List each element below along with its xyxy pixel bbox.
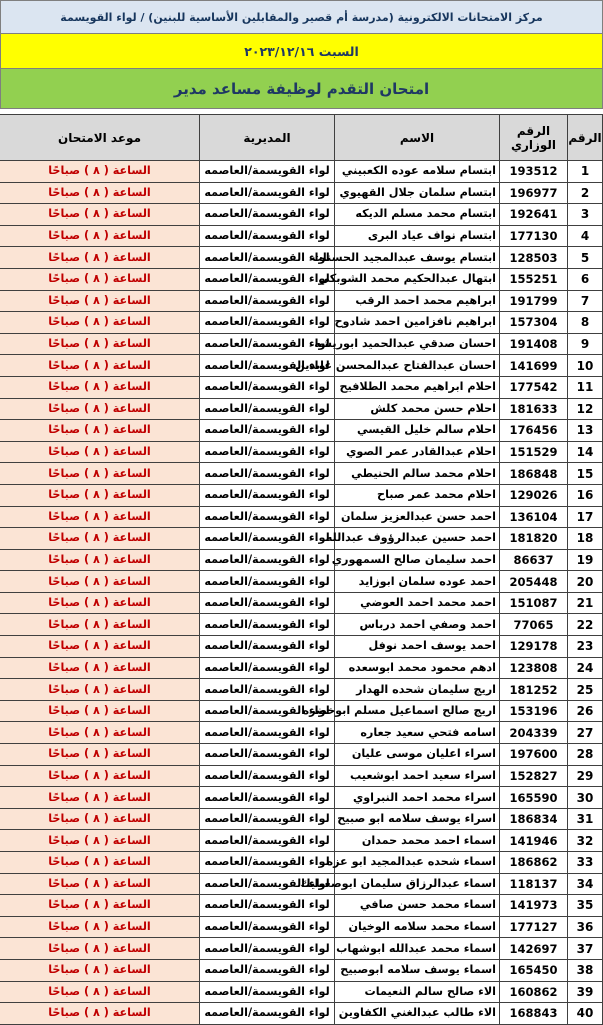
table-row xyxy=(0,484,603,506)
exam-time: الساعة ( ٨ ) صباحًا xyxy=(0,830,200,852)
ministerial-number: 141973 xyxy=(500,895,568,917)
candidate-name: اسماء محمد سلامه الوخيان xyxy=(335,916,500,938)
table-row xyxy=(0,938,603,960)
row-number: 34 xyxy=(568,873,603,895)
candidate-name: احلام حسن محمد كلش xyxy=(335,398,500,420)
ministerial-number: 151529 xyxy=(500,441,568,463)
candidate-name: اريج سليمان شحده الهدار xyxy=(335,679,500,701)
row-number: 22 xyxy=(568,614,603,636)
table-row xyxy=(0,765,603,787)
table-row xyxy=(0,182,603,204)
exam-time: الساعة ( ٨ ) صباحًا xyxy=(0,981,200,1003)
row-number: 2 xyxy=(568,182,603,204)
exam-time: الساعة ( ٨ ) صباحًا xyxy=(0,679,200,701)
row-number: 19 xyxy=(568,549,603,571)
directorate: لواء القويسمة/العاصمه xyxy=(200,1003,335,1025)
candidate-name: اسماء عبدالرزاق سليمان ابوصعيليك xyxy=(335,873,500,895)
candidate-name: ابتسام سلمان جلال القهيوي xyxy=(335,182,500,204)
directorate: لواء القويسمة/العاصمه xyxy=(200,225,335,247)
exam-time: الساعة ( ٨ ) صباحًا xyxy=(0,938,200,960)
row-number: 33 xyxy=(568,852,603,874)
table-row xyxy=(0,981,603,1003)
ministerial-number: 205448 xyxy=(500,571,568,593)
ministerial-number: 186834 xyxy=(500,808,568,830)
directorate: لواء القويسمة/العاصمه xyxy=(200,484,335,506)
directorate: لواء القويسمة/العاصمه xyxy=(200,528,335,550)
ministerial-number: 153196 xyxy=(500,700,568,722)
table-row xyxy=(0,744,603,766)
exam-time: الساعة ( ٨ ) صباحًا xyxy=(0,916,200,938)
row-number: 13 xyxy=(568,420,603,442)
exam-time: الساعة ( ٨ ) صباحًا xyxy=(0,225,200,247)
candidate-name: ابتسام يوسف عبدالمجيد الحسنات xyxy=(335,247,500,269)
directorate: لواء القويسمة/العاصمه xyxy=(200,959,335,981)
exam-time: الساعة ( ٨ ) صباحًا xyxy=(0,355,200,377)
ministerial-number: 191799 xyxy=(500,290,568,312)
ministerial-number: 151087 xyxy=(500,592,568,614)
table-row xyxy=(0,679,603,701)
row-number: 35 xyxy=(568,895,603,917)
col-header-nid: الرقم الوزاري xyxy=(500,115,568,161)
candidate-name: احلام عبدالقادر عمر الصوي xyxy=(335,441,500,463)
directorate: لواء القويسمة/العاصمه xyxy=(200,765,335,787)
row-number: 5 xyxy=(568,247,603,269)
row-number: 3 xyxy=(568,204,603,226)
row-number: 18 xyxy=(568,528,603,550)
row-number: 23 xyxy=(568,636,603,658)
row-number: 30 xyxy=(568,787,603,809)
ministerial-number: 181820 xyxy=(500,528,568,550)
table-row xyxy=(0,463,603,485)
table-row xyxy=(0,528,603,550)
ministerial-number: 86637 xyxy=(500,549,568,571)
row-number: 14 xyxy=(568,441,603,463)
ministerial-number: 186848 xyxy=(500,463,568,485)
directorate: لواء القويسمة/العاصمه xyxy=(200,938,335,960)
candidate-name: اريج صالح اسماعيل مسلم ابوخضره xyxy=(335,700,500,722)
table-row xyxy=(0,355,603,377)
exam-time: الساعة ( ٨ ) صباحًا xyxy=(0,290,200,312)
table-row xyxy=(0,161,603,183)
candidate-name: احمد سليمان صالح السمهوري xyxy=(335,549,500,571)
directorate: لواء القويسمة/العاصمه xyxy=(200,592,335,614)
table-row xyxy=(0,787,603,809)
table-row xyxy=(0,549,603,571)
candidate-name: احمد حسن عبدالعزيز سلمان xyxy=(335,506,500,528)
row-number: 25 xyxy=(568,679,603,701)
row-number: 32 xyxy=(568,830,603,852)
exam-time: الساعة ( ٨ ) صباحًا xyxy=(0,571,200,593)
table-row xyxy=(0,808,603,830)
directorate: لواء القويسمة/العاصمه xyxy=(200,290,335,312)
candidate-name: احمد محمد احمد العوضي xyxy=(335,592,500,614)
table-row xyxy=(0,506,603,528)
exam-time: الساعة ( ٨ ) صباحًا xyxy=(0,592,200,614)
directorate: لواء القويسمة/العاصمه xyxy=(200,333,335,355)
directorate: لواء القويسمة/العاصمه xyxy=(200,830,335,852)
table-row xyxy=(0,592,603,614)
table-row xyxy=(0,333,603,355)
ministerial-number: 197600 xyxy=(500,744,568,766)
ministerial-number: 186862 xyxy=(500,852,568,874)
ministerial-number: 128503 xyxy=(500,247,568,269)
exam-time: الساعة ( ٨ ) صباحًا xyxy=(0,722,200,744)
ministerial-number: 177130 xyxy=(500,225,568,247)
exam-time: الساعة ( ٨ ) صباحًا xyxy=(0,549,200,571)
candidate-name: اسراء يوسف سلامه ابو صبيح xyxy=(335,808,500,830)
exam-time: الساعة ( ٨ ) صباحًا xyxy=(0,268,200,290)
row-number: 28 xyxy=(568,744,603,766)
table-row xyxy=(0,312,603,334)
directorate: لواء القويسمة/العاصمه xyxy=(200,161,335,183)
directorate: لواء القويسمة/العاصمه xyxy=(200,549,335,571)
ministerial-number: 129178 xyxy=(500,636,568,658)
row-number: 39 xyxy=(568,981,603,1003)
candidate-name: اسماء يوسف سلامه ابوصبيح xyxy=(335,959,500,981)
candidate-name: اسماء شحده عبدالمجيد ابو عزه xyxy=(335,852,500,874)
table-row xyxy=(0,441,603,463)
ministerial-number: 123808 xyxy=(500,657,568,679)
candidate-name: احلام محمد سالم الحنيطي xyxy=(335,463,500,485)
candidate-name: اسراء اعليان موسى عليان xyxy=(335,744,500,766)
ministerial-number: 165450 xyxy=(500,959,568,981)
row-number: 6 xyxy=(568,268,603,290)
candidate-name: الاء صالح سالم النعيمات xyxy=(335,981,500,1003)
candidate-name: احمد عوده سلمان ابوزايد xyxy=(335,571,500,593)
exam-time: الساعة ( ٨ ) صباحًا xyxy=(0,528,200,550)
row-number: 29 xyxy=(568,765,603,787)
exam-time: الساعة ( ٨ ) صباحًا xyxy=(0,873,200,895)
directorate: لواء القويسمة/العاصمه xyxy=(200,700,335,722)
table-row xyxy=(0,722,603,744)
exam-time: الساعة ( ٨ ) صباحًا xyxy=(0,398,200,420)
directorate: لواء القويسمة/العاصمه xyxy=(200,376,335,398)
row-number: 24 xyxy=(568,657,603,679)
exam-time: الساعة ( ٨ ) صباحًا xyxy=(0,808,200,830)
directorate: لواء القويسمة/العاصمه xyxy=(200,571,335,593)
exam-time: الساعة ( ٨ ) صباحًا xyxy=(0,959,200,981)
col-header-time: موعد الامتحان xyxy=(0,115,200,161)
row-number: 26 xyxy=(568,700,603,722)
table-header-row xyxy=(0,115,603,161)
candidate-name: ابراهيم محمد احمد الرقب xyxy=(335,290,500,312)
candidate-name: اسراء محمد احمد النبراوي xyxy=(335,787,500,809)
table-row xyxy=(0,959,603,981)
exam-time: الساعة ( ٨ ) صباحًا xyxy=(0,657,200,679)
row-number: 37 xyxy=(568,938,603,960)
exam-time: الساعة ( ٨ ) صباحًا xyxy=(0,376,200,398)
ministerial-number: 118137 xyxy=(500,873,568,895)
ministerial-number: 192641 xyxy=(500,204,568,226)
directorate: لواء القويسمة/العاصمه xyxy=(200,441,335,463)
candidate-name: ابتسام محمد مسلم الديكه xyxy=(335,204,500,226)
table-row xyxy=(0,614,603,636)
table-row xyxy=(0,700,603,722)
row-number: 31 xyxy=(568,808,603,830)
directorate: لواء القويسمة/العاصمه xyxy=(200,679,335,701)
row-number: 16 xyxy=(568,484,603,506)
row-number: 12 xyxy=(568,398,603,420)
table-row xyxy=(0,873,603,895)
directorate: لواء القويسمة/العاصمه xyxy=(200,182,335,204)
table-row xyxy=(0,895,603,917)
directorate: لواء القويسمة/العاصمه xyxy=(200,744,335,766)
candidate-name: احسان صدقي عبدالحميد ابوريشه xyxy=(335,333,500,355)
candidate-name: احمد وصفي احمد درباس xyxy=(335,614,500,636)
ministerial-number: 77065 xyxy=(500,614,568,636)
candidate-name: اسامه فتحي سعيد جعاره xyxy=(335,722,500,744)
exam-time: الساعة ( ٨ ) صباحًا xyxy=(0,463,200,485)
exam-time: الساعة ( ٨ ) صباحًا xyxy=(0,787,200,809)
exam-time: الساعة ( ٨ ) صباحًا xyxy=(0,247,200,269)
table-row xyxy=(0,852,603,874)
candidate-name: ابتهال عبدالحكيم محمد الشوبكي xyxy=(335,268,500,290)
exam-time: الساعة ( ٨ ) صباحًا xyxy=(0,161,200,183)
directorate: لواء القويسمة/العاصمه xyxy=(200,916,335,938)
exam-time: الساعة ( ٨ ) صباحًا xyxy=(0,1003,200,1025)
candidate-name: اسماء محمد حسن صافي xyxy=(335,895,500,917)
ministerial-number: 193512 xyxy=(500,161,568,183)
table-row xyxy=(0,204,603,226)
candidate-name: احلام محمد عمر صباح xyxy=(335,484,500,506)
row-number: 8 xyxy=(568,312,603,334)
exam-time: الساعة ( ٨ ) صباحًا xyxy=(0,420,200,442)
directorate: لواء القويسمة/العاصمه xyxy=(200,722,335,744)
directorate: لواء القويسمة/العاصمه xyxy=(200,420,335,442)
directorate: لواء القويسمة/العاصمه xyxy=(200,873,335,895)
candidate-name: ابتسام سلامه عوده الكعبيني xyxy=(335,161,500,183)
center-title: مركز الامتحانات الالكترونية (مدرسة أم قصير والمقابلين الأساسية للبنين) / لواء القويسمة xyxy=(0,0,603,34)
row-number: 38 xyxy=(568,959,603,981)
ministerial-number: 177542 xyxy=(500,376,568,398)
table-row xyxy=(0,571,603,593)
table-row xyxy=(0,420,603,442)
ministerial-number: 136104 xyxy=(500,506,568,528)
table-row xyxy=(0,636,603,658)
candidate-name: احمد يوسف احمد نوفل xyxy=(335,636,500,658)
exam-date: السبت ٢٠٢٣/١٢/١٦ xyxy=(0,34,603,69)
row-number: 9 xyxy=(568,333,603,355)
candidate-name: اسراء سعيد احمد ابوشعيب xyxy=(335,765,500,787)
col-header-num: الرقم xyxy=(568,115,603,161)
directorate: لواء القويسمة/العاصمه xyxy=(200,636,335,658)
row-number: 21 xyxy=(568,592,603,614)
ministerial-number: 177127 xyxy=(500,916,568,938)
exam-title: امتحان التقدم لوظيفة مساعد مدير xyxy=(0,69,603,109)
directorate: لواء القويسمة/العاصمه xyxy=(200,463,335,485)
directorate: لواء القويسمة/العاصمه xyxy=(200,355,335,377)
table-row xyxy=(0,916,603,938)
directorate: لواء القويسمة/العاصمه xyxy=(200,398,335,420)
table-row xyxy=(0,376,603,398)
ministerial-number: 204339 xyxy=(500,722,568,744)
row-number: 11 xyxy=(568,376,603,398)
directorate: لواء القويسمة/العاصمه xyxy=(200,204,335,226)
ministerial-number: 152827 xyxy=(500,765,568,787)
candidate-name: احلام سالم خليل القيسي xyxy=(335,420,500,442)
table-row xyxy=(0,830,603,852)
directorate: لواء القويسمة/العاصمه xyxy=(200,852,335,874)
table-body xyxy=(0,161,603,1025)
exam-time: الساعة ( ٨ ) صباحًا xyxy=(0,765,200,787)
directorate: لواء القويسمة/العاصمه xyxy=(200,268,335,290)
candidate-name: ادهم محمود محمد ابوسعده xyxy=(335,657,500,679)
directorate: لواء القويسمة/العاصمه xyxy=(200,506,335,528)
exam-time: الساعة ( ٨ ) صباحًا xyxy=(0,852,200,874)
row-number: 10 xyxy=(568,355,603,377)
exam-time: الساعة ( ٨ ) صباحًا xyxy=(0,182,200,204)
directorate: لواء القويسمة/العاصمه xyxy=(200,312,335,334)
directorate: لواء القويسمة/العاصمه xyxy=(200,808,335,830)
directorate: لواء القويسمة/العاصمه xyxy=(200,981,335,1003)
ministerial-number: 168843 xyxy=(500,1003,568,1025)
table-row xyxy=(0,247,603,269)
directorate: لواء القويسمة/العاصمه xyxy=(200,247,335,269)
ministerial-number: 176456 xyxy=(500,420,568,442)
exam-time: الساعة ( ٨ ) صباحًا xyxy=(0,700,200,722)
row-number: 15 xyxy=(568,463,603,485)
row-number: 17 xyxy=(568,506,603,528)
exam-time: الساعة ( ٨ ) صباحًا xyxy=(0,614,200,636)
exam-time: الساعة ( ٨ ) صباحًا xyxy=(0,895,200,917)
row-number: 27 xyxy=(568,722,603,744)
ministerial-number: 181633 xyxy=(500,398,568,420)
exam-time: الساعة ( ٨ ) صباحًا xyxy=(0,312,200,334)
row-number: 40 xyxy=(568,1003,603,1025)
directorate: لواء القويسمة/العاصمه xyxy=(200,614,335,636)
row-number: 4 xyxy=(568,225,603,247)
exam-time: الساعة ( ٨ ) صباحًا xyxy=(0,506,200,528)
ministerial-number: 141946 xyxy=(500,830,568,852)
ministerial-number: 155251 xyxy=(500,268,568,290)
table-row xyxy=(0,268,603,290)
directorate: لواء القويسمة/العاصمه xyxy=(200,895,335,917)
ministerial-number: 165590 xyxy=(500,787,568,809)
candidate-name: اسماء احمد محمد حمدان xyxy=(335,830,500,852)
col-header-name: الاسم xyxy=(335,115,500,161)
ministerial-number: 129026 xyxy=(500,484,568,506)
table-row xyxy=(0,225,603,247)
table-row xyxy=(0,657,603,679)
directorate: لواء القويسمة/العاصمه xyxy=(200,657,335,679)
exam-time: الساعة ( ٨ ) صباحًا xyxy=(0,744,200,766)
row-number: 36 xyxy=(568,916,603,938)
ministerial-number: 196977 xyxy=(500,182,568,204)
exam-time: الساعة ( ٨ ) صباحًا xyxy=(0,441,200,463)
row-number: 1 xyxy=(568,161,603,183)
exam-time: الساعة ( ٨ ) صباحًا xyxy=(0,636,200,658)
candidate-name: ابراهيم نافزامين احمد شادوح xyxy=(335,312,500,334)
ministerial-number: 157304 xyxy=(500,312,568,334)
table-row xyxy=(0,1003,603,1025)
ministerial-number: 141699 xyxy=(500,355,568,377)
candidate-name: ابتسام نواف عياد البرى xyxy=(335,225,500,247)
exam-time: الساعة ( ٨ ) صباحًا xyxy=(0,484,200,506)
candidate-name: احلام ابراهيم محمد الطلافيح xyxy=(335,376,500,398)
directorate: لواء القويسمة/العاصمه xyxy=(200,787,335,809)
row-number: 7 xyxy=(568,290,603,312)
table-row xyxy=(0,398,603,420)
candidates-table xyxy=(0,114,603,1025)
ministerial-number: 191408 xyxy=(500,333,568,355)
candidate-name: احسان عبدالفتاح عبدالمحسن عابدين xyxy=(335,355,500,377)
candidate-name: الاء طالب عبدالغني الكفاوين xyxy=(335,1003,500,1025)
exam-time: الساعة ( ٨ ) صباحًا xyxy=(0,204,200,226)
ministerial-number: 142697 xyxy=(500,938,568,960)
row-number: 20 xyxy=(568,571,603,593)
candidate-name: اسماء محمد عبدالله ابوشهاب xyxy=(335,938,500,960)
exam-time: الساعة ( ٨ ) صباحًا xyxy=(0,333,200,355)
col-header-dir: المديرية xyxy=(200,115,335,161)
ministerial-number: 181252 xyxy=(500,679,568,701)
ministerial-number: 160862 xyxy=(500,981,568,1003)
candidate-name: احمد حسين عبدالرؤوف عبدالله xyxy=(335,528,500,550)
table-row xyxy=(0,290,603,312)
